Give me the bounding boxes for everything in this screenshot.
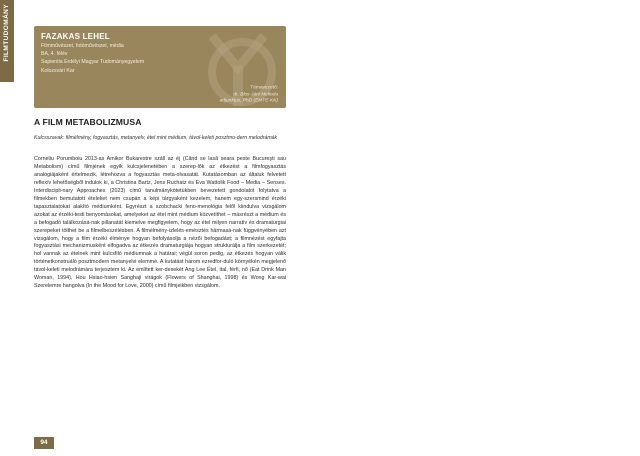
advisor-name: dr. Blos-Jáni Melinda [233,92,278,97]
affiliation-line: Kolozsvári Kar [41,67,75,74]
keywords-label: Kulcsszavak: [34,135,65,141]
section-tab [0,0,14,82]
advisor-title: adjunktus, PhD (EMTE-KK) [219,98,278,104]
affiliation-line: BA, 4. félév [41,51,68,58]
affiliation-line: Filmművészet, fotóművészet, média [41,43,124,49]
keywords-text: filmélmény, fogyasztás, metanyelv, étel mint médium, távol-keleti posztmo-dern melodrámák [65,135,278,141]
keywords [34,134,286,142]
author-name: FAZAKAS LEHEL [41,32,110,41]
affiliation-line: Sapientia Erdélyi Magyar Tudományegyetem [41,59,145,66]
author-affiliation [41,42,144,75]
advisor-label: Témavezető: [250,85,278,91]
article-title: A FILM METABOLIZMUSA [34,117,142,127]
author-card [34,26,286,108]
section-tab-label: FILMTUDOMÁNY [3,4,10,62]
abstract-body: Corneliu Porumboiu 2013-as Amikor Bukarestre száll az éj (Când se lasă seara peste Bucureşti sau Metabolism) című filmjének egyik kulcsjelenetében a szerep-lők az étkezést a filmfogyasztás analógiájaként értelmezik, létrehozva a fogyasztás meta-olvasatát. Kutatásomban az általuk felvetett reflexív lehetőségből indulok ki, a Christina Bartz, Jens Ruchatz és Eva Wattolik Food – Media – Senses. Interdiscipli-nary Approaches (2023) című tanulmánykötetükben bevezetett gondolatot folytatva a filmekben bemutatott ételeket nem csupán a képi tárgyaként kezelem, hanem egy-szersmind érzéki tapasztalatokat alakító médiumként. Egyrészt a szobchacki feno-menológia felől kiindulva vizsgálom azokat az érzéki-testi benyomásokat, amelyeket az étel mint médium közvetíthet – másrészt a médium és a befogadó találkozásá-nak pillanatát kiemelve megfigyelem, hogy az étel milyen narratív és dramaturgiai szerepeket tölthet be a filmelbeszélésben. A filmélmény-ízlelés-emésztés hármasá-nak függvényében azt vizsgálom, hogy a film érzéki élménye hogyan befolyásolja a nézői befogadást; a filmnézést egyfajta fogyasztási mechanizmusként elfogadva az étkezés dramaturgiája hogyan strukturálja a film szerkezetét; hol vannak az ételnek mint kulcsfiló médiumnak a határai; végül soron pedig, az étkezés hogyan válik történetkonstruáló posztmodern metanyelvi elemmé. A kutatást három ezredfor-duló környékén megjelenő távol-keleti melodrámára terjesztem ki. Az említett ker-desekét Ang Lee Étel, ital, férfi, nő (Eat Drink Man Woman, 1994), Hou Hsiao-hsien Sanghaji virágok (Flowers of Shanghai, 1998) és Wong Kar-wai Szerelemre hangolva (In the Mood for Love, 2000) című filmjeikben vizsgálom. [34,156,286,290]
advisor-block [220,86,278,106]
page-number: 94 [34,437,54,449]
